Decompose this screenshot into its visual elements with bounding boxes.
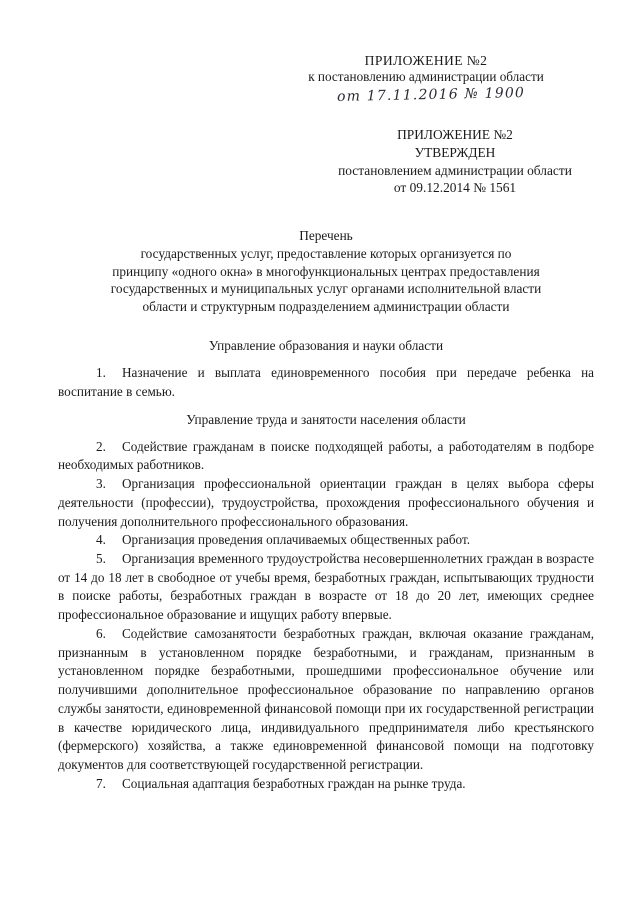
approval-by-line: постановлением администрации области: [338, 162, 572, 178]
item-text: Организация профессиональной ориентации граждан в целях выбора сферы деятельности (профессии), трудоустройства, прохождения профессионального обучения и получения дополнительного профессионального образования.: [58, 476, 594, 529]
title-line-1: Перечень: [299, 228, 353, 244]
list-item: [58, 775, 594, 794]
item-number: 6.: [96, 625, 106, 641]
list-item: [58, 531, 594, 550]
spacer: [58, 197, 594, 227]
approval-word: УТВЕРЖДЕН: [414, 144, 496, 160]
section-heading-labour: Управление труда и занятости населения области: [186, 411, 466, 427]
item-number: 7.: [96, 775, 106, 791]
document-title-block: [58, 227, 594, 316]
list-item: [58, 475, 594, 531]
attachment-subtitle: к постановлению администрации области: [308, 69, 544, 85]
item-text: Организация проведения оплачиваемых общественных работ.: [122, 532, 471, 548]
list-item: [58, 364, 594, 401]
handwritten-date-block: [268, 86, 594, 104]
item-text: Назначение и выплата единовременного пособия при передаче ребенка на воспитание в семью.: [58, 365, 594, 399]
list-item: [58, 550, 594, 625]
item-number: 4.: [96, 532, 106, 548]
item-text: Содействие самозанятости безработных граждан, включая оказание гражданам, признанным в установленном порядке безработными, и гражданам, признанным в установленном порядке безработными, прошедшими профессиональное обучение или получившими дополнительное профессиональное образование по направлению органов службы занятости, единовременной финансовой помощи при их государственной регистрации в качестве юридического лица, индивидуального предпринимателя либо крестьянского (фермерского) хозяйства, а также единовременной финансовой помощи на подготовку документов для соответствующей государственной регистрации.: [58, 625, 594, 773]
list-item: [58, 625, 594, 775]
item-number: 5.: [96, 550, 106, 566]
list-item: [58, 438, 594, 475]
attachment-title: ПРИЛОЖЕНИЕ №2: [364, 53, 488, 68]
item-text: Содействие гражданам в поиске подходящей работы, а работодателям в подборе необходимых работников.: [58, 438, 594, 473]
approval-date-line: от 09.12.2014 № 1561: [393, 180, 517, 196]
spacer: [58, 428, 594, 438]
item-number: 2.: [96, 438, 106, 454]
title-line-3: принципу «одного окна» в многофункциональных центрах предоставления: [112, 263, 540, 279]
attachment-header: [258, 52, 594, 86]
section-heading-education: Управление образования и науки области: [208, 338, 444, 354]
title-line-5: области и структурным подразделением администрации области: [142, 299, 510, 315]
spacer: [58, 402, 594, 412]
item-text: Социальная адаптация безработных граждан на рынке труда.: [122, 775, 466, 791]
title-line-2: государственных услуг, предоставление которых организуется по: [140, 245, 512, 261]
approval-attachment-title: ПРИЛОЖЕНИЕ №2: [397, 127, 513, 143]
spacer: [58, 104, 594, 126]
item-number: 3.: [96, 476, 106, 492]
spacer: [58, 316, 594, 338]
approval-block: [316, 126, 594, 197]
item-number: 1.: [96, 365, 106, 381]
handwritten-note: от 17.11.2016 № 1900: [336, 85, 526, 106]
spacer: [58, 354, 594, 364]
item-text: Организация временного трудоустройства несовершеннолетних граждан в возрасте от 14 до 18 лет в свободное от учебы время, безработных граждан, испытывающих трудности в поиске работы, безработных граждан в возрасте от 18 до 20 лет, имеющих среднее профессиональное образование и ищущих работу впервые.: [58, 550, 594, 623]
title-line-4: государственных и муниципальных услуг органами исполнительной власти: [110, 281, 542, 297]
